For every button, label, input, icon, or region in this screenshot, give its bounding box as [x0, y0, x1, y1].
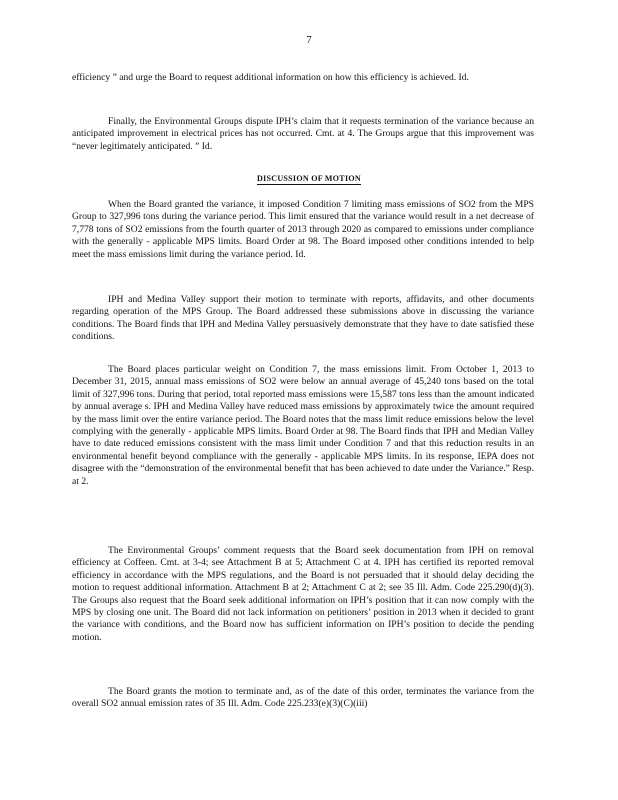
- paragraph-environmental-groups-dispute: [72, 116, 534, 153]
- paragraph-text: IPH and Medina Valley support their motion to terminate with reports, affidavits, and other documents regarding operation of the MPS Group. The Board addressed these submissions above in discussing the variance conditions. The Board finds that IPH and Medina Valley persuasively demonstrate that they have to date satisfied these conditions.: [72, 294, 534, 343]
- paragraph-efficiency-continued: [72, 72, 534, 84]
- paragraph-text: When the Board granted the variance, it imposed Condition 7 limiting mass emissions of SO2 from the MPS Group to 327,996 tons during the variance period. This limit ensured that the variance would result in a net decrease of 7,778 tons of SO2 emissions from the fourth quarter of 2013 through 2020 as compared to emissions under compliance with the generally - applicable MPS limits. Board Order at 98. The Board imposed other conditions intended to help meet the mass emissions limit during the variance period. Id.: [72, 199, 534, 260]
- paragraph-text: Finally, the Environmental Groups dispute IPH’s claim that it requests termination of the variance because an anticipated improvement in electrical prices has not occurred. Cmt. at 4. The Groups argue that this improvement was “never legitimately anticipated. ” Id.: [72, 116, 534, 152]
- paragraph-variance-granted: [72, 199, 534, 261]
- page-number: 7: [306, 34, 312, 46]
- paragraph-support-motion: [72, 294, 534, 344]
- paragraph-text: The Environmental Groups’ comment requests that the Board seek documentation from IPH on removal efficiency at Coffeen. Cmt. at 3-4; see Attachment B at 5; Attachment C at 4. IPH has certified its reported removal efficiency in accordance with the MPS regulations, and the Board is not persuaded that it should delay deciding the motion to request additional information. Attachment B at 2; Attachment C at 2; see 35 Ill. Adm. Code 225.290(d)(3). The Groups also request that the Board seek additional information on IPH’s position that it can now comply with the MPS by closing one unit. The Board did not lack information on petitioners’ position in 2013 when it decided to grant the variance with conditions, and the Board now has sufficient information on IPH’s position to decide the pending motion.: [72, 545, 534, 643]
- paragraph-board-grants: [72, 686, 534, 711]
- paragraph-text: The Board grants the motion to terminate and, as of the date of this order, terminates the variance from the overall SO2 annual emission rates of 35 Ill. Adm. Code 225.233(e)(3)(C)(iii): [72, 686, 534, 710]
- section-heading: [0, 173, 618, 185]
- section-heading-text: DISCUSSION OF MOTION: [257, 174, 361, 183]
- paragraph-condition-7: [72, 364, 534, 488]
- paragraph-text: efficiency ” and urge the Board to request additional information on how this efficiency is achieved. Id.: [72, 72, 469, 83]
- paragraph-text: The Board places particular weight on Condition 7, the mass emissions limit. From October 1, 2013 to December 31, 2015, annual mass emissions of SO2 were below an annual average of 45,240 tons based on the total limit of 327,996 tons. During that period, total reported mass emissions were 15,587 tons less than the amount indicated by annual average s. IPH and Medina Valley have reduced mass emissions by approximately twice the amount required by the mass limit over the entire variance period. The Board notes that the mass limit reduce emissions below the level complying with the generally - applicable MPS limits. Board Order at 98. The Board finds that IPH and Median Valley have to date reduced emissions consistent with the mass limit under Condition 7 and that this reduction results in an environmental benefit beyond compliance with the generally - applicable MPS limits. In its response, IEPA does not disagree with the “demonstration of the environmental benefit that has been achieved to date under the Variance.” Resp. at 2.: [72, 364, 534, 487]
- paragraph-environmental-groups-comment: [72, 545, 534, 644]
